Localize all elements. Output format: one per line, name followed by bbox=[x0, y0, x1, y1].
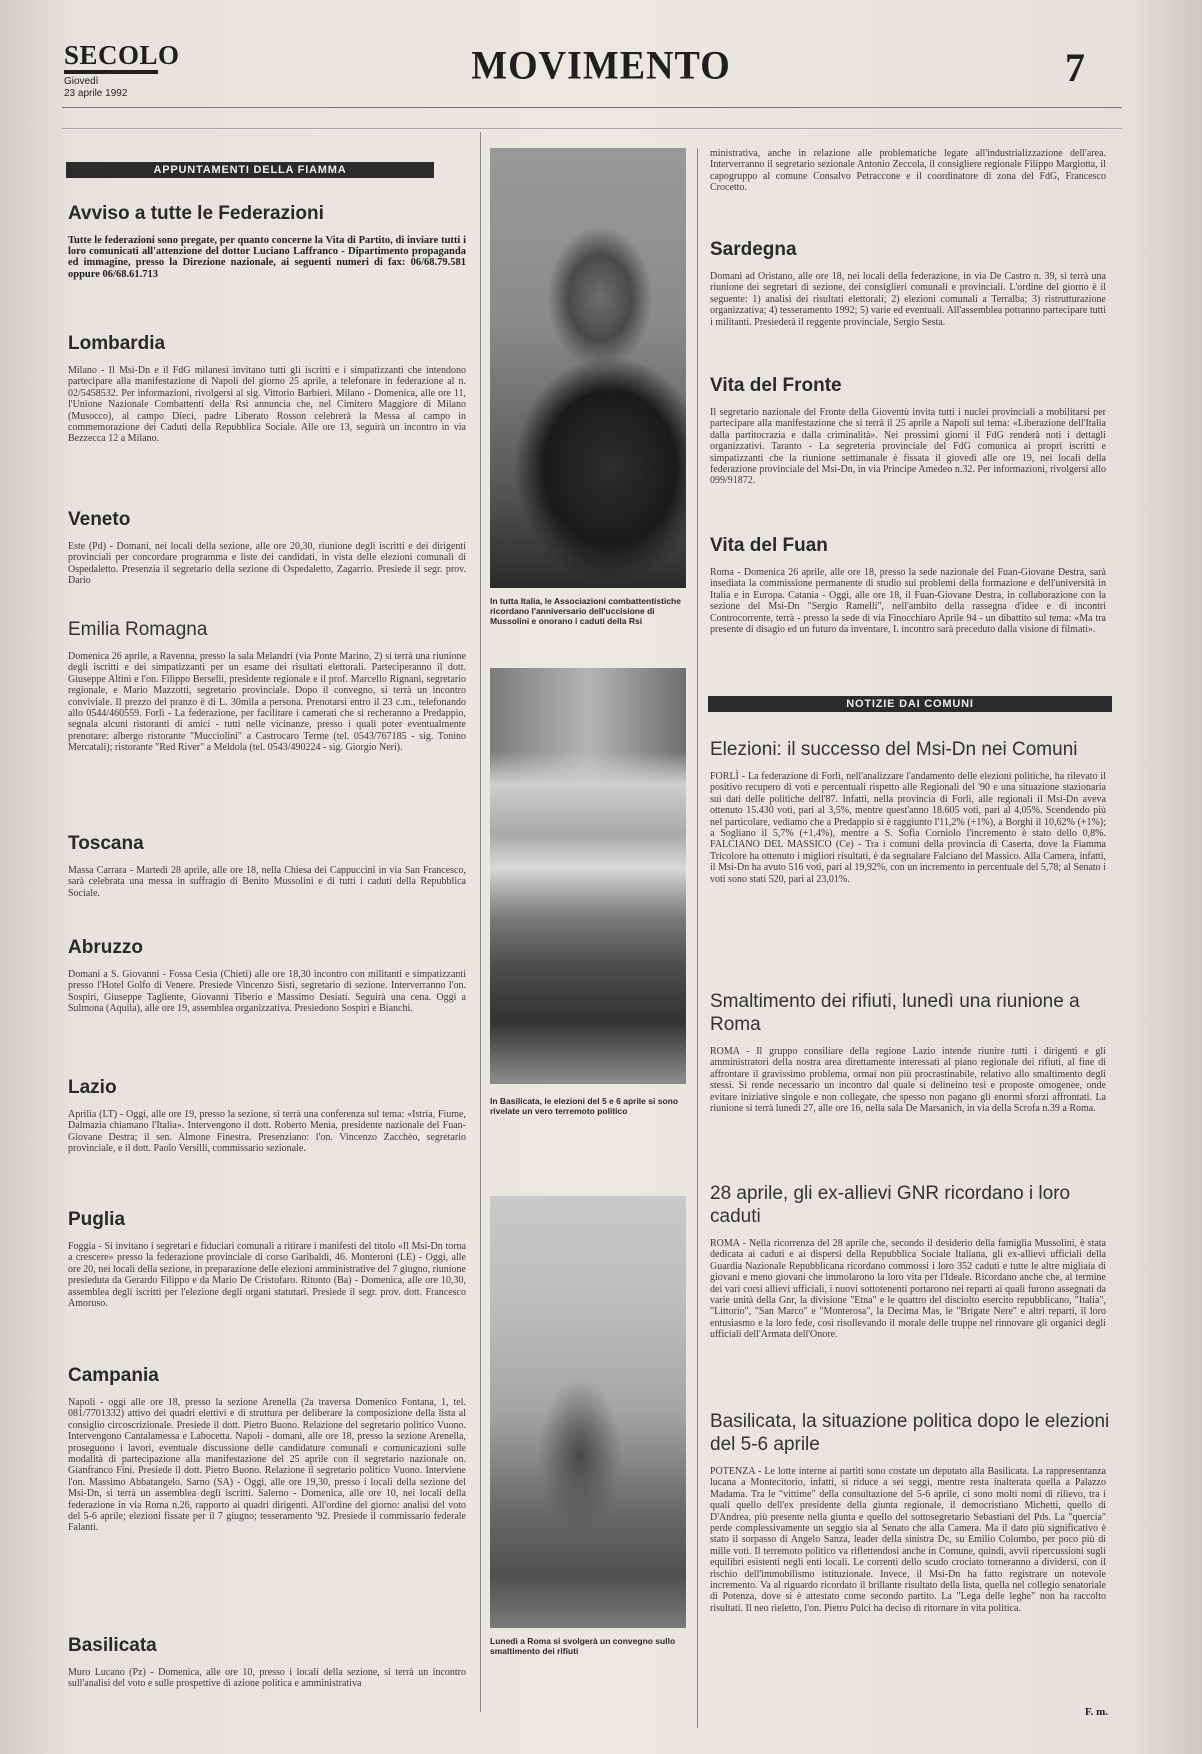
lombardia-heading: Lombardia bbox=[68, 333, 166, 354]
veneto-text: Este (Pd) - Domani, nei locali della sezione, alle ore 20,30, riunione degli iscritti e dei dirigenti provinciali per concordare programma e liste dei candidati, in vista delle elezioni comunali di Ospedaletto. Presenzia il segretario della sezione di Ospedaletto, Zagarrio. Presiede il segr. prov. Dario bbox=[68, 541, 466, 587]
page-number: 7 bbox=[1065, 45, 1085, 90]
basilicata-left-heading: Basilicata bbox=[68, 1635, 157, 1656]
puglia-heading: Puglia bbox=[68, 1209, 126, 1230]
section-basilicata-left bbox=[60, 1634, 472, 1690]
landfill-photo bbox=[490, 1196, 686, 1628]
right-column bbox=[697, 148, 1116, 1728]
campania-heading: Campania bbox=[68, 1365, 159, 1386]
basilicata-left-text: Muro Lucano (Pz) - Domenica, alle ore 10, presso i locali della sezione, si terrà un incontro sull'analisi del voto e sulle prospettive di azione politica e amministrativa bbox=[68, 1667, 466, 1690]
newspaper-logo: SECOLO bbox=[64, 40, 180, 70]
lombardia-text: Milano - Il Msi-Dn e il FdG milanesi invitano tutti gli iscritti e i simpatizzanti che intendono partecipare alla manifestazione di Napoli del giorno 25 aprile, a telefonare in federazione al n. 02/5458532. Per informazioni, rivolgersi al sig. Vittorio Barbieri. Milano - Domenica, alle ore 11, l'Unione Nazionale Combattenti della Rsi annuncia che, nel Cimitero Maggiore di Milano (Musocco), al campo Dieci, padre Liberato Rosson celebrerà la Messa al campo in commemorazione dei Caduti della Repubblica Sociale. Alle ore 13, seguirà un incontro in via Bezzecca 12 a Milano. bbox=[68, 365, 466, 445]
photo-column bbox=[486, 148, 686, 1728]
campania-text: Napoli - oggi alle ore 18, presso la sezione Arenella (2a traversa Domenico Fontana, 1, tel. 081/7701332) attivo dei quadri elettivi e di struttura per deliberare la composizione della lista al consiglio circoscrizionale. Presiede il dott. Pietro Buono. Relazione del segretario politico Vuono. Intervengono Cantalamessa e Labocetta. Napoli - domani, alle ore 18, presso la sezione Arenella, proseguono i lavori, eventuale discussione delle candidature comunali e comunicazioni sulle modalità di partecipazione alla manifestazione del 25 aprile con il segretario nazionale on. Gianfranco Fini. Presiede il dott. Pietro Buono. Relazione il segretario politico Vuono. Interviene l'on. Massimo Abbatangelo. Sarno (SA) - Oggi, alle ore 19,30, presso i locali della sezione del Msi-Dn, si terrà un assemblea degli iscritti. Salerno - Domenica, alle ore 10, nei locali della federazione in via Roma n.26, rapporto ai quadri dirigenti. All'ordine del giorno: analisi del voto del 5-6 aprile; elezioni fissate per il 7 giugno; tesseramento '92. Presiede il commissario federale Falanti. bbox=[68, 1397, 466, 1534]
avviso-text: Tutte le federazioni sono pregate, per quanto concerne la Vita di Partito, di inviare tutti i loro comunicati all'attenzione del dottor Luciano Laffranco - Dipartimento propaganda ed immagine, presso la Direzione nazionale, ai seguenti numeri di fax: 06/68.79.581 oppure 06/68.61.713 bbox=[68, 235, 466, 280]
basilicata-right-heading: Basilicata, la situazione politica dopo le elezioni del 5-6 aprile bbox=[710, 1411, 1110, 1455]
section-elezioni bbox=[702, 738, 1112, 885]
coastal-town-photo bbox=[490, 668, 686, 1084]
veneto-heading: Veneto bbox=[68, 509, 131, 530]
sardegna-text: Domani ad Oristano, alle ore 18, nei locali della federazione, in via De Castro n. 39, si terrà una riunione dei segretari di sezione, dei consiglieri comunali e provinciali. L'ordine del giorno è il seguente: 1) analisi dei risultati elettorali; 2) elezioni comunali a Terralba; 3) ristrutturazione organizzativa; 4) tesseramento 1992; 5) varie ed eventuali. All'assemblea potranno partecipare tutti i militanti. Presiederà il reggente provinciale, Sergio Sesta. bbox=[710, 271, 1106, 328]
section-basilicata-right bbox=[702, 1410, 1112, 1614]
basilicata-right-text: POTENZA - Le lotte interne ai partiti sono costate un deputato alla Basilicata. La rappresentanza lucana a Montecitorio, infatti, si riduce a sei seggi, mentre resta inalterata quella a Palazzo Madama. Tra le "vittime" della consultazione del 5-6 aprile, ci sono molti nomi di rilievo, tra i quali quello dell'ex presidente della giunta regionale, il democristiano Michetti, quello di D'Andrea, più presente nella giunta e quello del sottosegretario Sebastiani del Pds. La "quercia" perde complessivamente un seggio sia al Senato che alla Camera. Ma il dato più significativo è stato il sorpasso di Angelo Sanza, leader della sinistra Dc, su Emilio Colombo, per poco più di mille voti. Il terremoto politico va riflettendosi anche in Comune, quindi, avvii ripercussioni sugli equilibri esistenti negli enti locali. Le correnti dello scudo crociato torneranno a dividersi, con il rischio dell'immobilismo istituzionale. Invece, il Msi-Dn ha fatto registrare un notevole incremento. Va al riguardo ricordato il brillante risultato della lista, quella nel collegio senatoriale di Potenza, dove si è attestato come secondo partito. La "Lega delle leghe" non ha raccolto risultati. Il neo rieletto, l'on. Pietro Pulci ha deciso di ritornare in vita politica. bbox=[710, 1466, 1106, 1614]
vita-fronte-text: Il segretario nazionale del Fronte della Gioventù invita tutti i nuclei provinciali a mobilitarsi per partecipare alla manifestazione che si terrà il 25 aprile a Napoli sul tema: «Liberazione dell'Italia dalla partitocrazia e dalla criminalità». Nei prossimi giorni il FdG renderà noti i dettagli organizzativi. Taranto - La segreteria provinciale del FdG comunica ai propri iscritti e simpatizzanti che la riunione settimanale è fissata il giovedì alle ore 19, nei locali della federazione provinciale del Msi-Dn, in via Principe Amedeo n.32. Per informazioni, rivolgersi allo 099/91872. bbox=[710, 407, 1106, 487]
toscana-heading: Toscana bbox=[68, 833, 144, 854]
emilia-text: Domenica 26 aprile, a Ravenna, presso la sala Melandri (via Ponte Marino, 2) si terrà una riunione degli iscritti e dei simpatizzanti per un esame dei risultati elettorali. Parteciperanno il dott. Giuseppe Altini e l'on. Filippo Berselli, presidente regionale e il prof. Marcello Rignani, segretario regionale, e Mario Mazzotti, segretario provinciale. Dopo il convegno, si terrà un incontro conviviale. Il prezzo del pranzo è di L. 30mila a persona. Prenotarsi entro il 23 c.m., telefonando allo 0544/460559. Forlì - La federazione, per facilitare i camerati che si recheranno a Predappio, segnala alcuni ristoranti di amici - tutti nelle vicinanze, presso i quali poter eventualmente prenotare: albergo ristorante "Mucciolini" a Castrocaro Terme (tel. 0543/767185 - sig. Tonino Mercatali); ristorante "Red River" a Meldola (tel. 0543/490224 - sig. Giorgio Neri). bbox=[68, 651, 466, 754]
portrait-caption: In tutta Italia, le Associazioni combattentistiche ricordano l'anniversario dell'uccisione di Mussolini e onorano i caduti della Rsi bbox=[490, 596, 681, 626]
section-rifiuti bbox=[702, 990, 1112, 1114]
section-campania bbox=[60, 1364, 472, 1534]
section-sardegna bbox=[702, 238, 1112, 328]
abruzzo-text: Domani a S. Giovanni - Fossa Cesia (Chieti) alle ore 18,30 incontro con militanti e simpatizzanti presso l'Hotel Golfo di Venere. Presiede Vincenzo Sisti, segretario di sezione. Interverranno l'on. Sospiri, Giuseppe Tagliente, Giovanni Tiberio e Massimo Desiati. Seguirà una cena. Oggi a Sulmona (Aquila), alle ore 19, assemblea organizzativa. Presiedono Sospiri e Bianchi. bbox=[68, 969, 466, 1015]
vita-fuan-heading: Vita del Fuan bbox=[710, 535, 828, 556]
section-vita-fuan bbox=[702, 534, 1112, 635]
section-gnr bbox=[702, 1182, 1112, 1341]
toscana-text: Massa Carrara - Martedì 28 aprile, alle ore 18, nella Chiesa dei Cappuccini in via San Francesco, sarà celebrata una messa in suffragio di Benito Mussolini e di tutti i caduti della Repubblica Sociale. bbox=[68, 865, 466, 899]
section-puglia bbox=[60, 1208, 472, 1309]
issue-date: 23 aprile 1992 bbox=[64, 88, 128, 99]
intro-text: ministrativa, anche in relazione alle problematiche legate all'industrializzazione dell'area. Interverranno il segretario sezionale Antonio Zeccola, il consigliere regionale Filippo Margiotta, il capogruppo al comune Consalvo Petraccone e il coordinatore di zona del FdG, Francesco Crocetto. bbox=[710, 148, 1106, 194]
section-lombardia bbox=[60, 332, 472, 445]
notizie-bar: NOTIZIE DAI COMUNI bbox=[708, 696, 1112, 712]
section-title: MOVIMENTO bbox=[471, 43, 731, 89]
gnr-text: ROMA - Nella ricorrenza del 28 aprile che, secondo il desiderio della famiglia Mussolini, è stata dedicata ai caduti e ai dispersi della Repubblica Sociale Italiana, gli ex-allievi ufficiali della Guardia Nazionale Repubblicana ricordano commossi i loro 352 caduti e tutte le altre migliaia di giovani e meno giovani che immolarono la loro vita per l'Ideale. Ricordano anche che, al termine dei vari corsi allievi ufficiali, i nuovi sottotenenti portarono nei reparti ai quali furono assegnati da varie unità della Gnr, la divisione "Etna" e le quattro del disciolto esercito repubblicano, "Italia", "Littorio", "San Marco" e "Monterosa", la Decima Mas, le "Brigate Nere" e altri reparti, il loro entusiasmo e la loro fede, così risollevando il morale delle truppe nel rinnovare gli organici degli ufficiali dell'Armata dell'Onore. bbox=[710, 1238, 1106, 1341]
abruzzo-heading: Abruzzo bbox=[68, 937, 143, 958]
section-vita-fronte bbox=[702, 374, 1112, 487]
section-avviso bbox=[60, 202, 472, 280]
rifiuti-text: ROMA - Il gruppo consiliare della regione Lazio intende riunire tutti i dirigenti e gli amministratori della nostra area direttamente interessati al piano regionale dei rifiuti, al fine di affrontare il gravissimo problema, ormai non più procrastinabile, relativo allo smaltimento degli stessi. Si rende necessario un incontro dal quale si delineino tesi e proposte omogenee, onde evitare iniziative singole e non collegate, che spesso non pagano gli enormi sforzi affrontati. La riunione si terrà lunedì 27, alle ore 16, nella sala De Marsanich, in via della Scrofa n.39 a Roma. bbox=[710, 1046, 1106, 1115]
portrait-photo bbox=[490, 148, 686, 588]
left-column bbox=[60, 132, 481, 1712]
sardegna-heading: Sardegna bbox=[710, 239, 797, 260]
masthead-rule bbox=[62, 107, 1122, 108]
section-veneto bbox=[60, 508, 472, 587]
section-toscana bbox=[60, 832, 472, 899]
section-lazio bbox=[60, 1076, 472, 1155]
lazio-heading: Lazio bbox=[68, 1077, 117, 1098]
section-abruzzo bbox=[60, 936, 472, 1015]
masthead-rule-lower bbox=[62, 128, 1122, 129]
section-intro bbox=[702, 148, 1112, 194]
emilia-heading: Emilia Romagna bbox=[68, 619, 208, 640]
section-emilia bbox=[60, 618, 472, 754]
elezioni-heading: Elezioni: il successo del Msi-Dn nei Comuni bbox=[710, 739, 1078, 760]
puglia-text: Foggia - Si invitano i segretari e fiduciari comunali a ritirare i manifesti del titolo «Il Msi-Dn torna a crescere» presso la federazione provinciale di corso Garibaldi, 46. Monteroni (LE) - Oggi, alle ore 20, nei locali della sezione, in preparazione delle elezioni amministrative del 7 giugno, riunione presieduta da Gerardo Filippo e da Mario De Cristofaro. Ritonto (Ba) - Domenica, alle ore 10,30, assemblea degli iscritti per l'elezione degli organi statutari. Presiede il segr. prov. dott. Francesco Amoruso. bbox=[68, 1241, 466, 1310]
landfill-caption: Lunedì a Roma si svolgerà un convegno sullo smaltimento dei rifiuti bbox=[490, 1636, 676, 1656]
rifiuti-heading: Smaltimento dei rifiuti, lunedì una riunione a Roma bbox=[710, 991, 1080, 1035]
coastal-town-caption: In Basilicata, le elezioni del 5 e 6 aprile si sono rivelate un vero terremoto politico bbox=[490, 1096, 679, 1116]
avviso-heading: Avviso a tutte le Federazioni bbox=[68, 203, 324, 224]
issue-day: Giovedì bbox=[64, 76, 99, 87]
vita-fronte-heading: Vita del Fronte bbox=[710, 375, 842, 396]
appuntamenti-bar: APPUNTAMENTI DELLA FIAMMA bbox=[66, 162, 434, 178]
lazio-text: Aprilia (LT) - Oggi, alle ore 19, presso la sezione, si terrà una conferenza sul tema: «Istria, Fiume, Dalmazia chiamano l'Italia». Intervengono il dott. Roberto Menia, presidente nazionale del Fuan-Giovane Destra; il sen. Almone Finestra. Presenziano: l'on. Vincenzo Zacchèo, segretario provinciale, e il dott. Paolo Versilli, commissario sezionale. bbox=[68, 1109, 466, 1155]
vita-fuan-text: Roma - Domenica 26 aprile, alle ore 18, presso la sede nazionale del Fuan-Giovane Destra, sarà insediata la commissione permanente di studio sui problemi della formazione e dell'università in Italia e in Europa. Catania - Oggi, alle ore 18, il Fuan-Giovane Destra, in collaborazione con la sezione del Msi-Dn "Sergio Ramelli", nell'ambito della rassegna d'idee e di incontri Controcorrente, terrà - presso la sede di via Finocchiaro Aprile 94 - un dibattito sul tema: «Ma tra presente di disagio ed un futuro da inventare, I. incontro sarà preceduto dalla visione di filmati». bbox=[710, 567, 1106, 636]
elezioni-text: FORLÌ - La federazione di Forlì, nell'analizzare l'andamento delle elezioni politiche, ha rilevato il positivo recupero di voti e percentuali rispetto alle Regionali del '90 e una situazione stazionaria sui dati delle politiche dell'87. Infatti, nella provincia di Forlì, alle regionali il Msi-Dn aveva ottenuto 15.430 voti, pari al 3,5%, mentre quest'anno 18.605 voti, pari al 4,05%. Scendendo più nel particolare, vediamo che a Predappio si è raggiunto l'11,2% (+1%), a Borghi il 10,62% (+1%); a Sogliano il 5,7% (+1,4%), mentre a S. Sofia Corniolo l'incremento è stato dello 0,8%. FALCIANO DEL MASSICO (Ce) - Tra i comuni della provincia di Caserta, dove la Fiamma Tricolore ha ottenuto i migliori risultati, è da segnalare Falciano del Massico. Alla Camera, infatti, il Msi-Dn ha avuto 516 voti, pari al 19,92%, con un incremento in percentuale del 5,78; al Senato i voti sono stati 520, pari al 23,01%. bbox=[710, 771, 1106, 885]
gnr-heading: 28 aprile, gli ex-allievi GNR ricordano i loro caduti bbox=[710, 1183, 1071, 1227]
section-notizie bbox=[702, 696, 1112, 712]
author-signature: F. m. bbox=[1084, 1706, 1108, 1718]
